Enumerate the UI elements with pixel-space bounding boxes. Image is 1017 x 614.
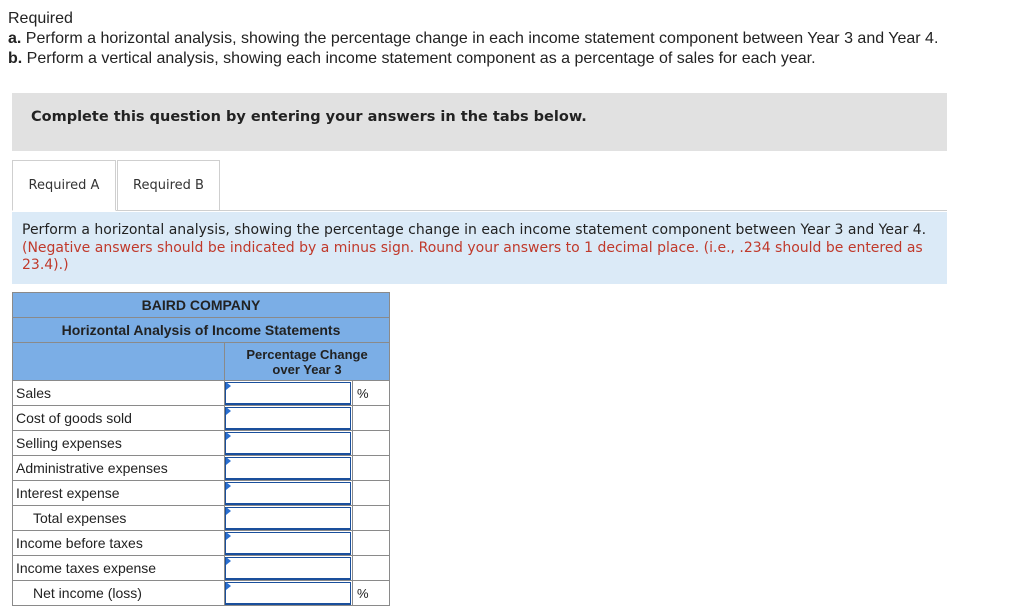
input-marker-icon [226, 382, 231, 390]
input-cell-net-income-loss [225, 581, 353, 606]
required-b-prefix: b. [8, 50, 23, 67]
percentage-change-header-line2: over Year 3 [272, 361, 342, 377]
required-a-line [8, 29, 938, 49]
input-marker-icon [226, 532, 231, 540]
tab-required-b-label: Required B [133, 178, 204, 193]
input-sales[interactable] [225, 382, 351, 405]
tab-instructions [12, 212, 947, 284]
required-b-line [8, 49, 938, 69]
unit-administrative-expenses [353, 456, 390, 481]
input-selling-expenses[interactable] [225, 432, 351, 455]
row-label-selling-expenses: Selling expenses [13, 431, 225, 456]
instructions-banner [12, 93, 947, 151]
row-label-administrative-expenses: Administrative expenses [13, 456, 225, 481]
required-section [8, 9, 938, 69]
tab-required-a[interactable] [12, 160, 116, 211]
company-name: BAIRD COMPANY [13, 293, 390, 318]
unit-net-income-loss: % [353, 581, 390, 606]
row-label-net-income-loss: Net income (loss) [13, 581, 225, 606]
horizontal-analysis-table [12, 292, 390, 606]
tab-required-a-label: Required A [28, 178, 100, 193]
input-cell-sales [225, 381, 353, 406]
table-body [13, 381, 390, 606]
input-marker-icon [226, 557, 231, 565]
percentage-change-header [225, 343, 390, 381]
input-administrative-expenses[interactable] [225, 457, 351, 480]
unit-selling-expenses [353, 431, 390, 456]
tab-required-b[interactable] [117, 160, 220, 211]
input-marker-icon [226, 407, 231, 415]
table-row [13, 381, 390, 406]
percentage-change-header-line1: Percentage Change [246, 346, 368, 362]
input-total-expenses[interactable] [225, 507, 351, 530]
table-row [13, 556, 390, 581]
instructions-note: (Negative answers should be indicated by a minus sign. Round your answers to 1 decimal place. (i.e., .234 should be entered as 23.4).) [22, 239, 923, 273]
row-label-income-before-taxes: Income before taxes [13, 531, 225, 556]
row-label-total-expenses: Total expenses [13, 506, 225, 531]
input-income-before-taxes[interactable] [225, 532, 351, 555]
table-row [13, 406, 390, 431]
instructions-text: Perform a horizontal analysis, showing the percentage change in each income statement component between Year 3 and Year 4. [22, 222, 927, 238]
required-b-text: Perform a vertical analysis, showing each income statement component as a percentage of sales for each year. [22, 50, 816, 67]
unit-interest-expense [353, 481, 390, 506]
input-net-income-loss[interactable] [225, 582, 351, 605]
unit-total-expenses [353, 506, 390, 531]
input-cell-cost-of-goods-sold [225, 406, 353, 431]
input-cell-income-before-taxes [225, 531, 353, 556]
required-a-text: Perform a horizontal analysis, showing the percentage change in each income statement component between Year 3 and Year 4. [21, 30, 939, 47]
input-marker-icon [226, 432, 231, 440]
table-row [13, 531, 390, 556]
row-label-cost-of-goods-sold: Cost of goods sold [13, 406, 225, 431]
table-row [13, 581, 390, 606]
input-marker-icon [226, 482, 231, 490]
input-cell-interest-expense [225, 481, 353, 506]
input-marker-icon [226, 582, 231, 590]
input-cell-income-taxes-expense [225, 556, 353, 581]
table-row [13, 506, 390, 531]
input-cell-administrative-expenses [225, 456, 353, 481]
input-cost-of-goods-sold[interactable] [225, 407, 351, 430]
banner-text: Complete this question by entering your answers in the tabs below. [31, 109, 587, 125]
input-cell-total-expenses [225, 506, 353, 531]
unit-sales: % [353, 381, 390, 406]
input-marker-icon [226, 507, 231, 515]
input-income-taxes-expense[interactable] [225, 557, 351, 580]
required-a-prefix: a. [8, 30, 22, 47]
row-label-sales: Sales [13, 381, 225, 406]
label-column-header [13, 343, 225, 381]
table-row [13, 481, 390, 506]
table-row [13, 431, 390, 456]
unit-cost-of-goods-sold [353, 406, 390, 431]
input-interest-expense[interactable] [225, 482, 351, 505]
row-label-interest-expense: Interest expense [13, 481, 225, 506]
unit-income-before-taxes [353, 531, 390, 556]
input-marker-icon [226, 457, 231, 465]
unit-income-taxes-expense [353, 556, 390, 581]
table-subtitle: Horizontal Analysis of Income Statements [13, 318, 390, 343]
row-label-income-taxes-expense: Income taxes expense [13, 556, 225, 581]
input-cell-selling-expenses [225, 431, 353, 456]
table-row [13, 456, 390, 481]
required-title: Required [8, 10, 73, 27]
